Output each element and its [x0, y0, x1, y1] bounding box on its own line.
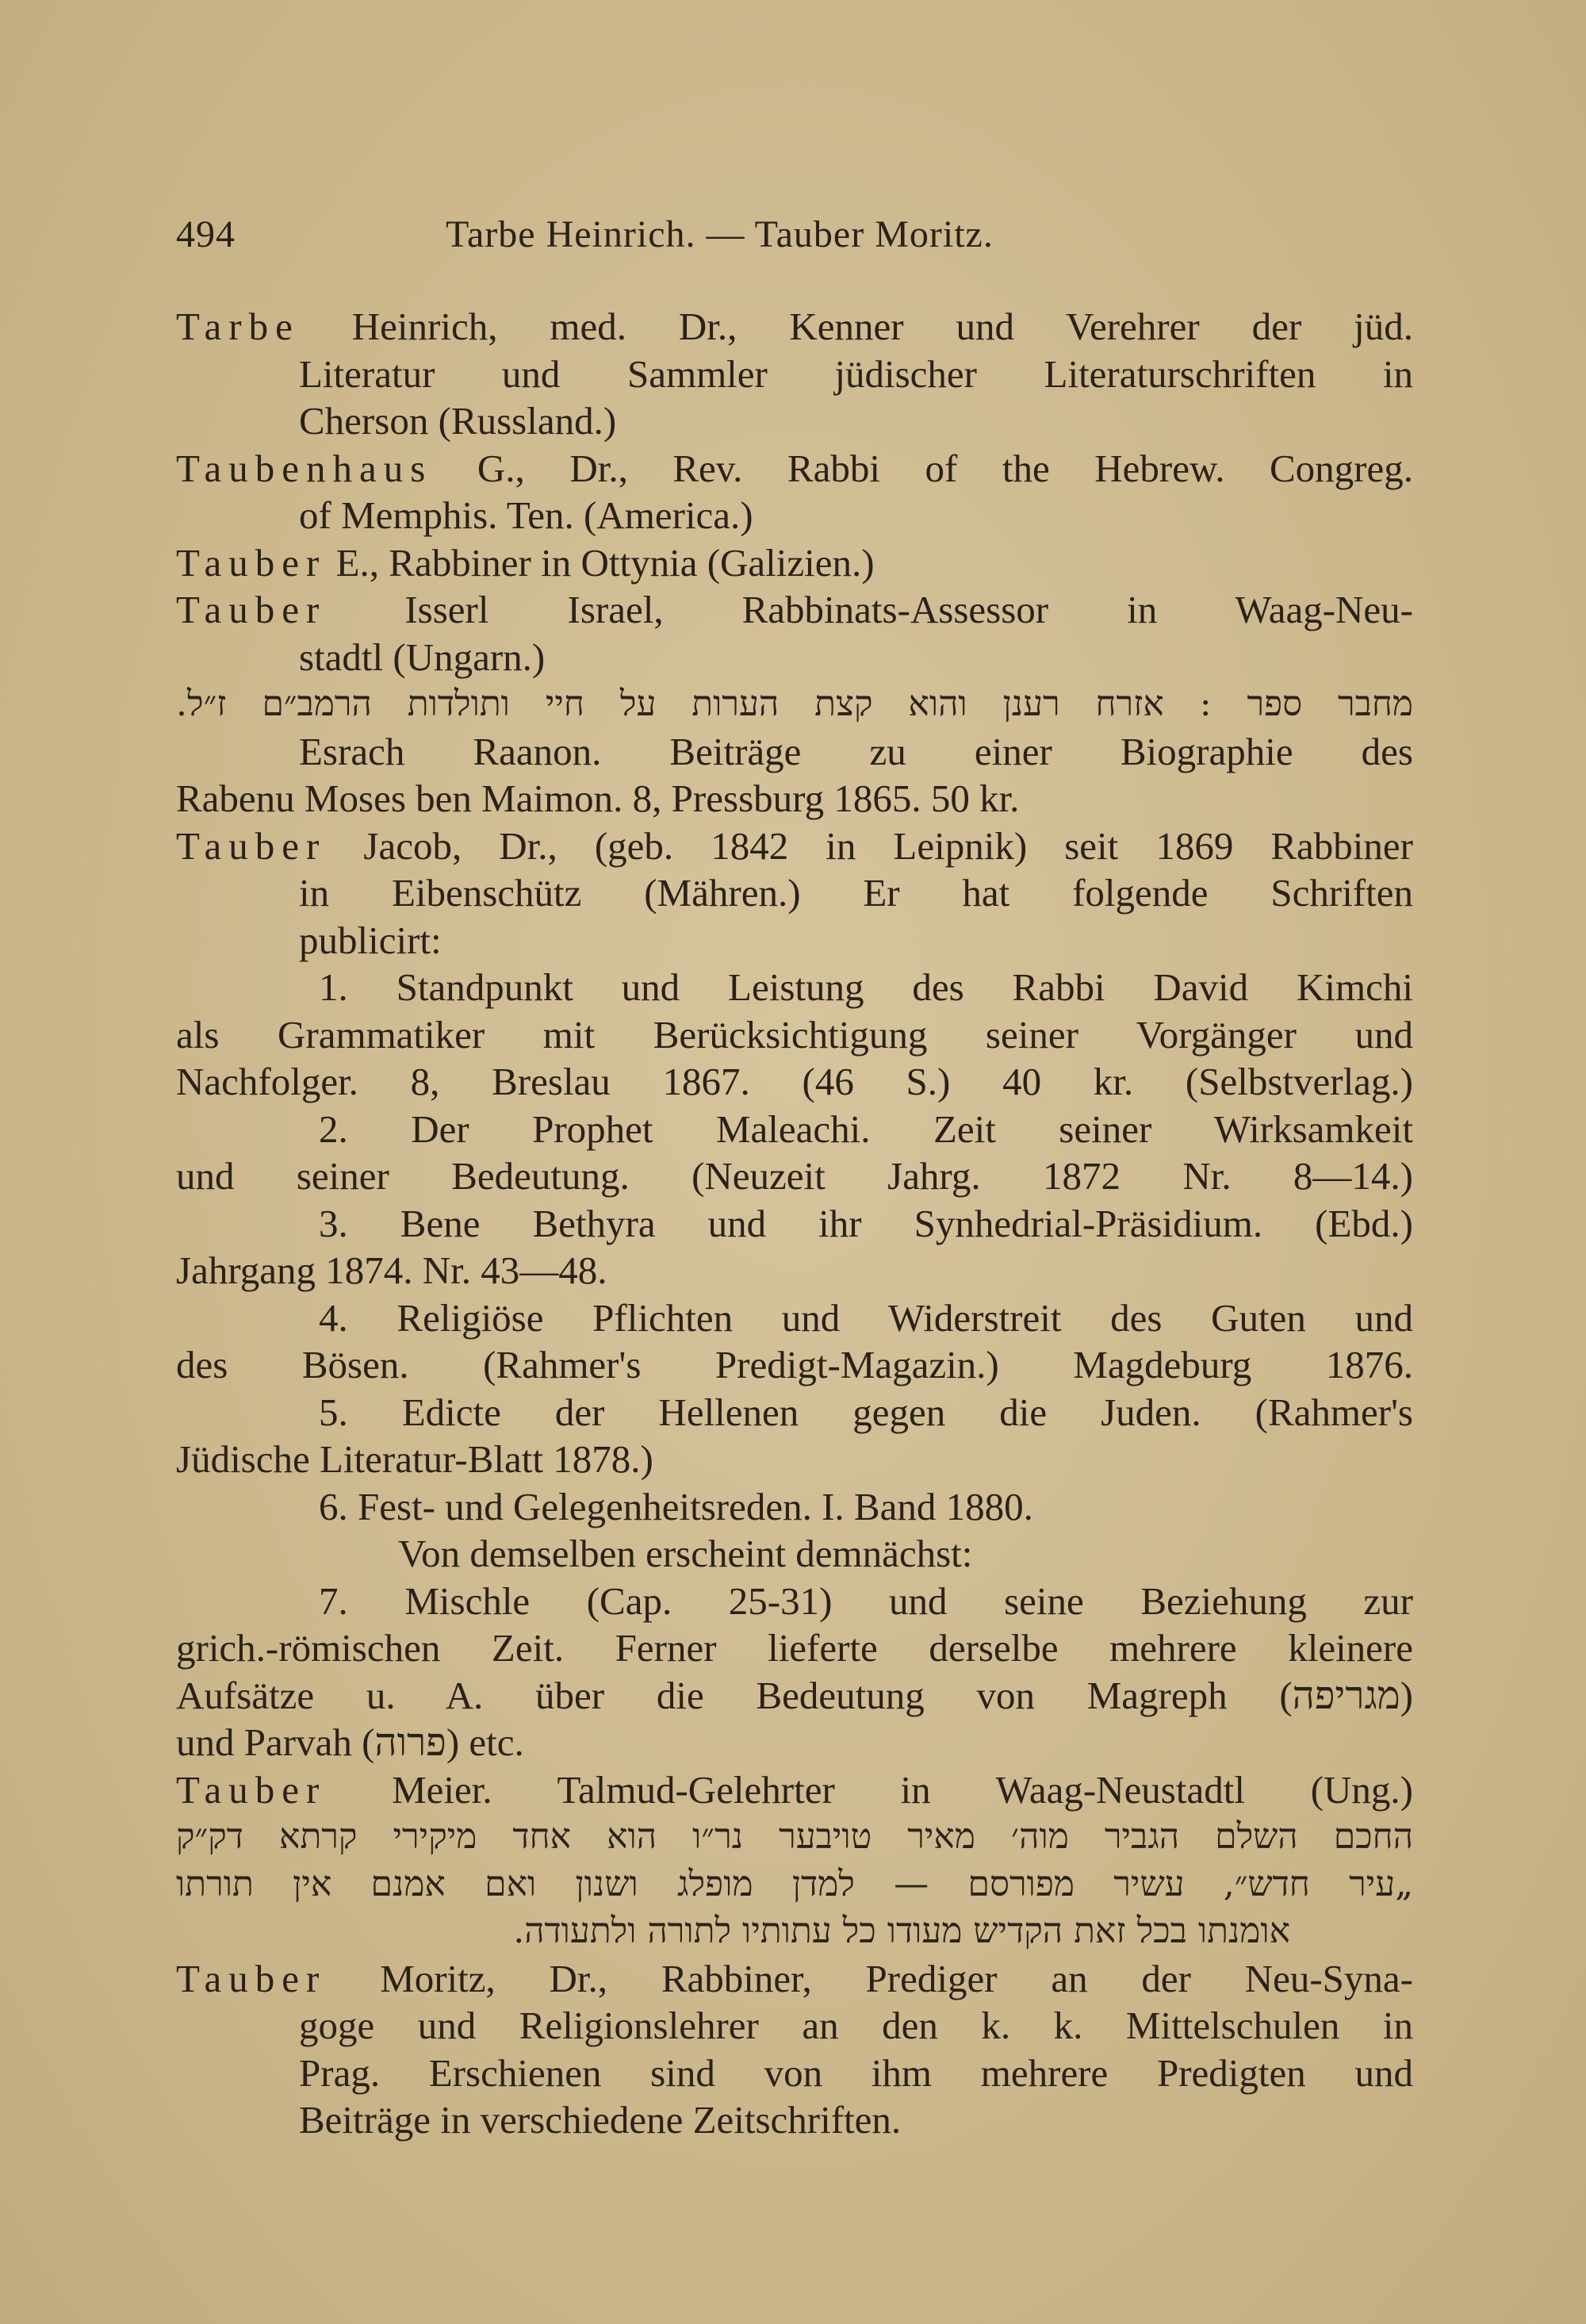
hebrew-line: מחבר ספר : אזרח רענן והוא קצת הערות על חיי ותולדות הרמב״ם ז״ל. — [176, 684, 1413, 724]
text-line: 3. Bene Bethyra und ihr Synhedrial-Präsidium. (Ebd.) — [319, 1201, 1413, 1245]
text-line: Jahrgang 1874. Nr. 43—48. — [176, 1248, 607, 1292]
text-line: 6. Fest- und Gelegenheitsreden. I. Band 1880. — [319, 1484, 1033, 1528]
text-line: Tarbe Heinrich, med. Dr., Kenner und Verehrer der jüd. — [176, 305, 1413, 348]
text-line: 1. Standpunkt und Leistung des Rabbi David Kimchi — [319, 965, 1413, 1009]
text-line: des Bösen. (Rahmer's Predigt-Magazin.) Magdeburg 1876. — [176, 1343, 1413, 1386]
text-line: Taubenhaus G., Dr., Rev. Rabbi of the Hebrew. Congreg. — [176, 446, 1413, 490]
text-line: Tauber E., Rabbiner in Ottynia (Galizien.) — [176, 540, 875, 585]
hebrew-line: החכם השלם הגביר מוה׳ מאיר טויבער נר״ו הוא אחד מיקירי קרתא דק״ק — [176, 1816, 1413, 1857]
text-line: Esrach Raanon. Beiträge zu einer Biographie des — [299, 729, 1413, 773]
entry-tauber-isserl — [176, 586, 1413, 681]
text-line: Nachfolger. 8, Breslau 1867. (46 S.) 40 kr. (Selbstverlag.) — [176, 1060, 1413, 1103]
page-body — [176, 303, 1413, 2144]
text-line: Literatur und Sammler jüdischer Literaturschriften in — [299, 351, 1413, 396]
page-number: 494 — [176, 213, 236, 255]
text-line: Rabenu Moses ben Maimon. 8, Pressburg 1865. 50 kr. — [176, 777, 1020, 820]
text-line: Von demselben erscheint demnächst: — [398, 1532, 973, 1575]
text-line: 5. Edicte der Hellenen gegen die Juden. (Rahmer's — [319, 1390, 1413, 1434]
text-line: in Eibenschütz (Mähren.) Er hat folgende Schriften — [299, 871, 1413, 915]
entry-tarbe-heinrich — [176, 303, 1413, 445]
running-title: Tarbe Heinrich. — Tauber Moritz. — [446, 213, 994, 255]
text-line: Aufsätze u. A. über die Bedeutung von Magreph (מגריפה) — [176, 1673, 1413, 1717]
entry-tauber-moritz — [176, 1955, 1413, 2144]
text-line: Tauber Jacob, Dr., (geb. 1842 in Leipnik) seit 1869 Rabbiner — [176, 823, 1413, 868]
text-line: Tauber Moritz, Dr., Rabbiner, Prediger an der Neu-Syna- — [176, 1956, 1413, 2000]
text-line: grich.-römischen Zeit. Ferner lieferte derselbe mehrere kleinere — [176, 1626, 1413, 1670]
entry-head: Tauber — [176, 540, 327, 585]
entry-tauber-meier — [176, 1766, 1413, 1814]
entry-head: Tarbe — [176, 305, 300, 348]
entry-head: Taubenhaus — [176, 446, 433, 490]
text-line: of Memphis. Ten. (America.) — [299, 493, 753, 537]
entry-head: Tauber — [176, 588, 327, 631]
text-line: Jüdische Literatur-Blatt 1878.) — [176, 1437, 653, 1481]
entry-head: Tauber — [176, 1767, 327, 1812]
entry-taubenhaus — [176, 445, 1413, 539]
hebrew-line: אומנתו בכל זאת הקדיש מעודו כל עתותיו לתורה ולתעודה. — [513, 1911, 1290, 1951]
hebrew-line: „עיר חדש״, עשיר מפורסם — למדן מופלג ושנון ואם אמנם אין תורתו — [176, 1863, 1413, 1904]
text-line: und seiner Bedeutung. (Neuzeit Jahrg. 1872 Nr. 8—14.) — [176, 1154, 1413, 1198]
text-line: Tauber Meier. Talmud-Gelehrter in Waag-Neustadtl (Ung.) — [176, 1767, 1413, 1812]
text-line: 4. Religiöse Pflichten und Widerstreit des Guten und — [319, 1295, 1413, 1340]
text-line: und Parvah (פרוה) etc. — [176, 1720, 524, 1764]
entry-tauber-e — [176, 539, 1413, 587]
running-header — [176, 213, 1413, 260]
text-line: als Grammatiker mit Berücksichtigung seiner Vorgänger und — [176, 1012, 1413, 1057]
entry-head: Tauber — [176, 823, 327, 868]
text-line: Cherson (Russland.) — [299, 399, 617, 443]
text-line: goge und Religionslehrer an den k. k. Mittelschulen in — [299, 2004, 1413, 2047]
text-line: Beiträge in verschiedene Zeitschriften. — [299, 2098, 902, 2142]
text-line: Tauber Isserl Israel, Rabbinats-Assessor in Waag-Neu- — [176, 588, 1413, 631]
text-line: 7. Mischle (Cap. 25-31) und seine Beziehung zur — [319, 1578, 1413, 1623]
text-line: publicirt: — [299, 918, 442, 962]
text-line: 2. Der Prophet Maleachi. Zeit seiner Wirksamkeit — [319, 1106, 1413, 1151]
entry-tauber-jacob — [176, 823, 1413, 964]
text-line: Prag. Erschienen sind von ihm mehrere Predigten und — [299, 2050, 1413, 2095]
text-line: stadtl (Ungarn.) — [299, 635, 546, 679]
entry-head: Tauber — [176, 1956, 327, 2000]
